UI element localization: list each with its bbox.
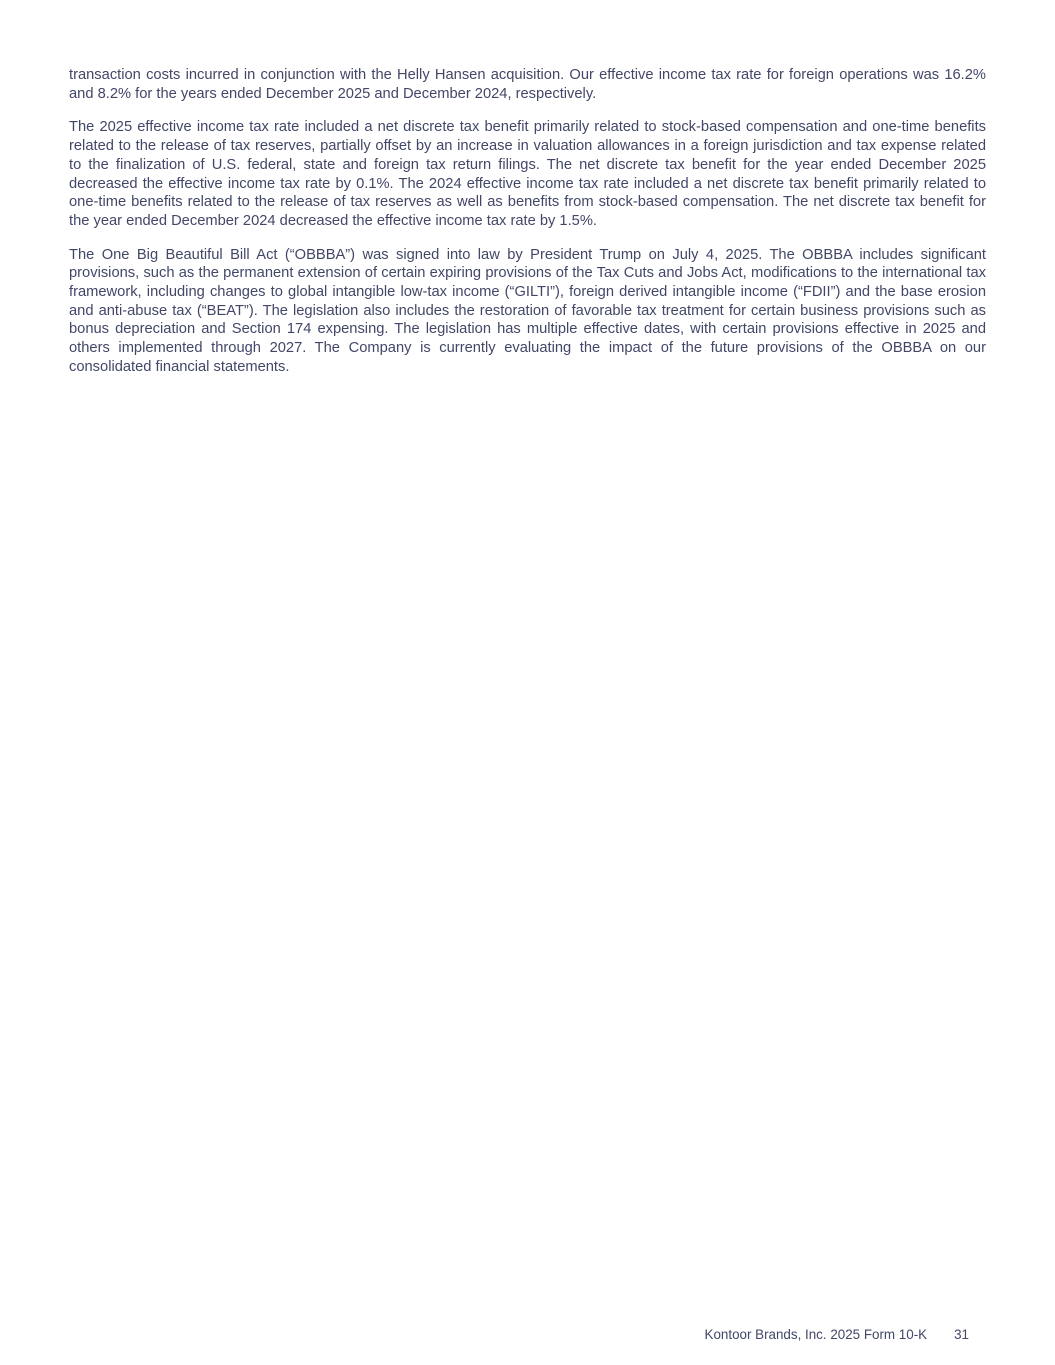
page-footer (705, 1327, 969, 1342)
paragraph-obbba: The One Big Beautiful Bill Act (“OBBBA”) was signed into law by President Trump on July 4, 2025. The OBBBA includes significant provisions, such as the permanent extension of certain expiring provisions of the Tax Cuts and Jobs Act, modifications to the international tax framework, including changes to global intangible low-tax income (“GILTI”), foreign derived intangible income (“FDII”) and the base erosion and anti-abuse tax (“BEAT”). The legislation also includes the restoration of favorable tax treatment for certain business provisions such as bonus depreciation and Section 174 expensing. The legislation has multiple effective dates, with certain provisions effective in 2025 and others implemented through 2027. The Company is currently evaluating the impact of the future provisions of the OBBBA on our consolidated financial statements. (69, 246, 986, 375)
footer-page-number: 31 (954, 1327, 969, 1342)
footer-company-line: Kontoor Brands, Inc. 2025 Form 10-K (704, 1327, 928, 1342)
body-text-block (69, 66, 986, 392)
paragraph-tax-rate-foreign-operations: transaction costs incurred in conjunction with the Helly Hansen acquisition. Our effective income tax rate for foreign operations was 16.2% and 8.2% for the years ended December 2025 and December 2024, respectively. (69, 67, 986, 102)
paragraph-discrete-tax-benefit: The 2025 effective income tax rate included a net discrete tax benefit primarily related to stock-based compensation and one-time benefits related to the release of tax reserves, partially offset by an increase in valuation allowances in a foreign jurisdiction and tax expense related to the finalization of U.S. federal, state and foreign tax return filings. The net discrete tax benefit for the year ended December 2025 decreased the effective income tax rate by 0.1%. The 2024 effective income tax rate included a net discrete tax benefit primarily related to one-time benefits related to the release of tax reserves as well as benefits from stock-based compensation. The net discrete tax benefit for the year ended December 2024 decreased the effective income tax rate by 1.5%. (69, 119, 986, 229)
